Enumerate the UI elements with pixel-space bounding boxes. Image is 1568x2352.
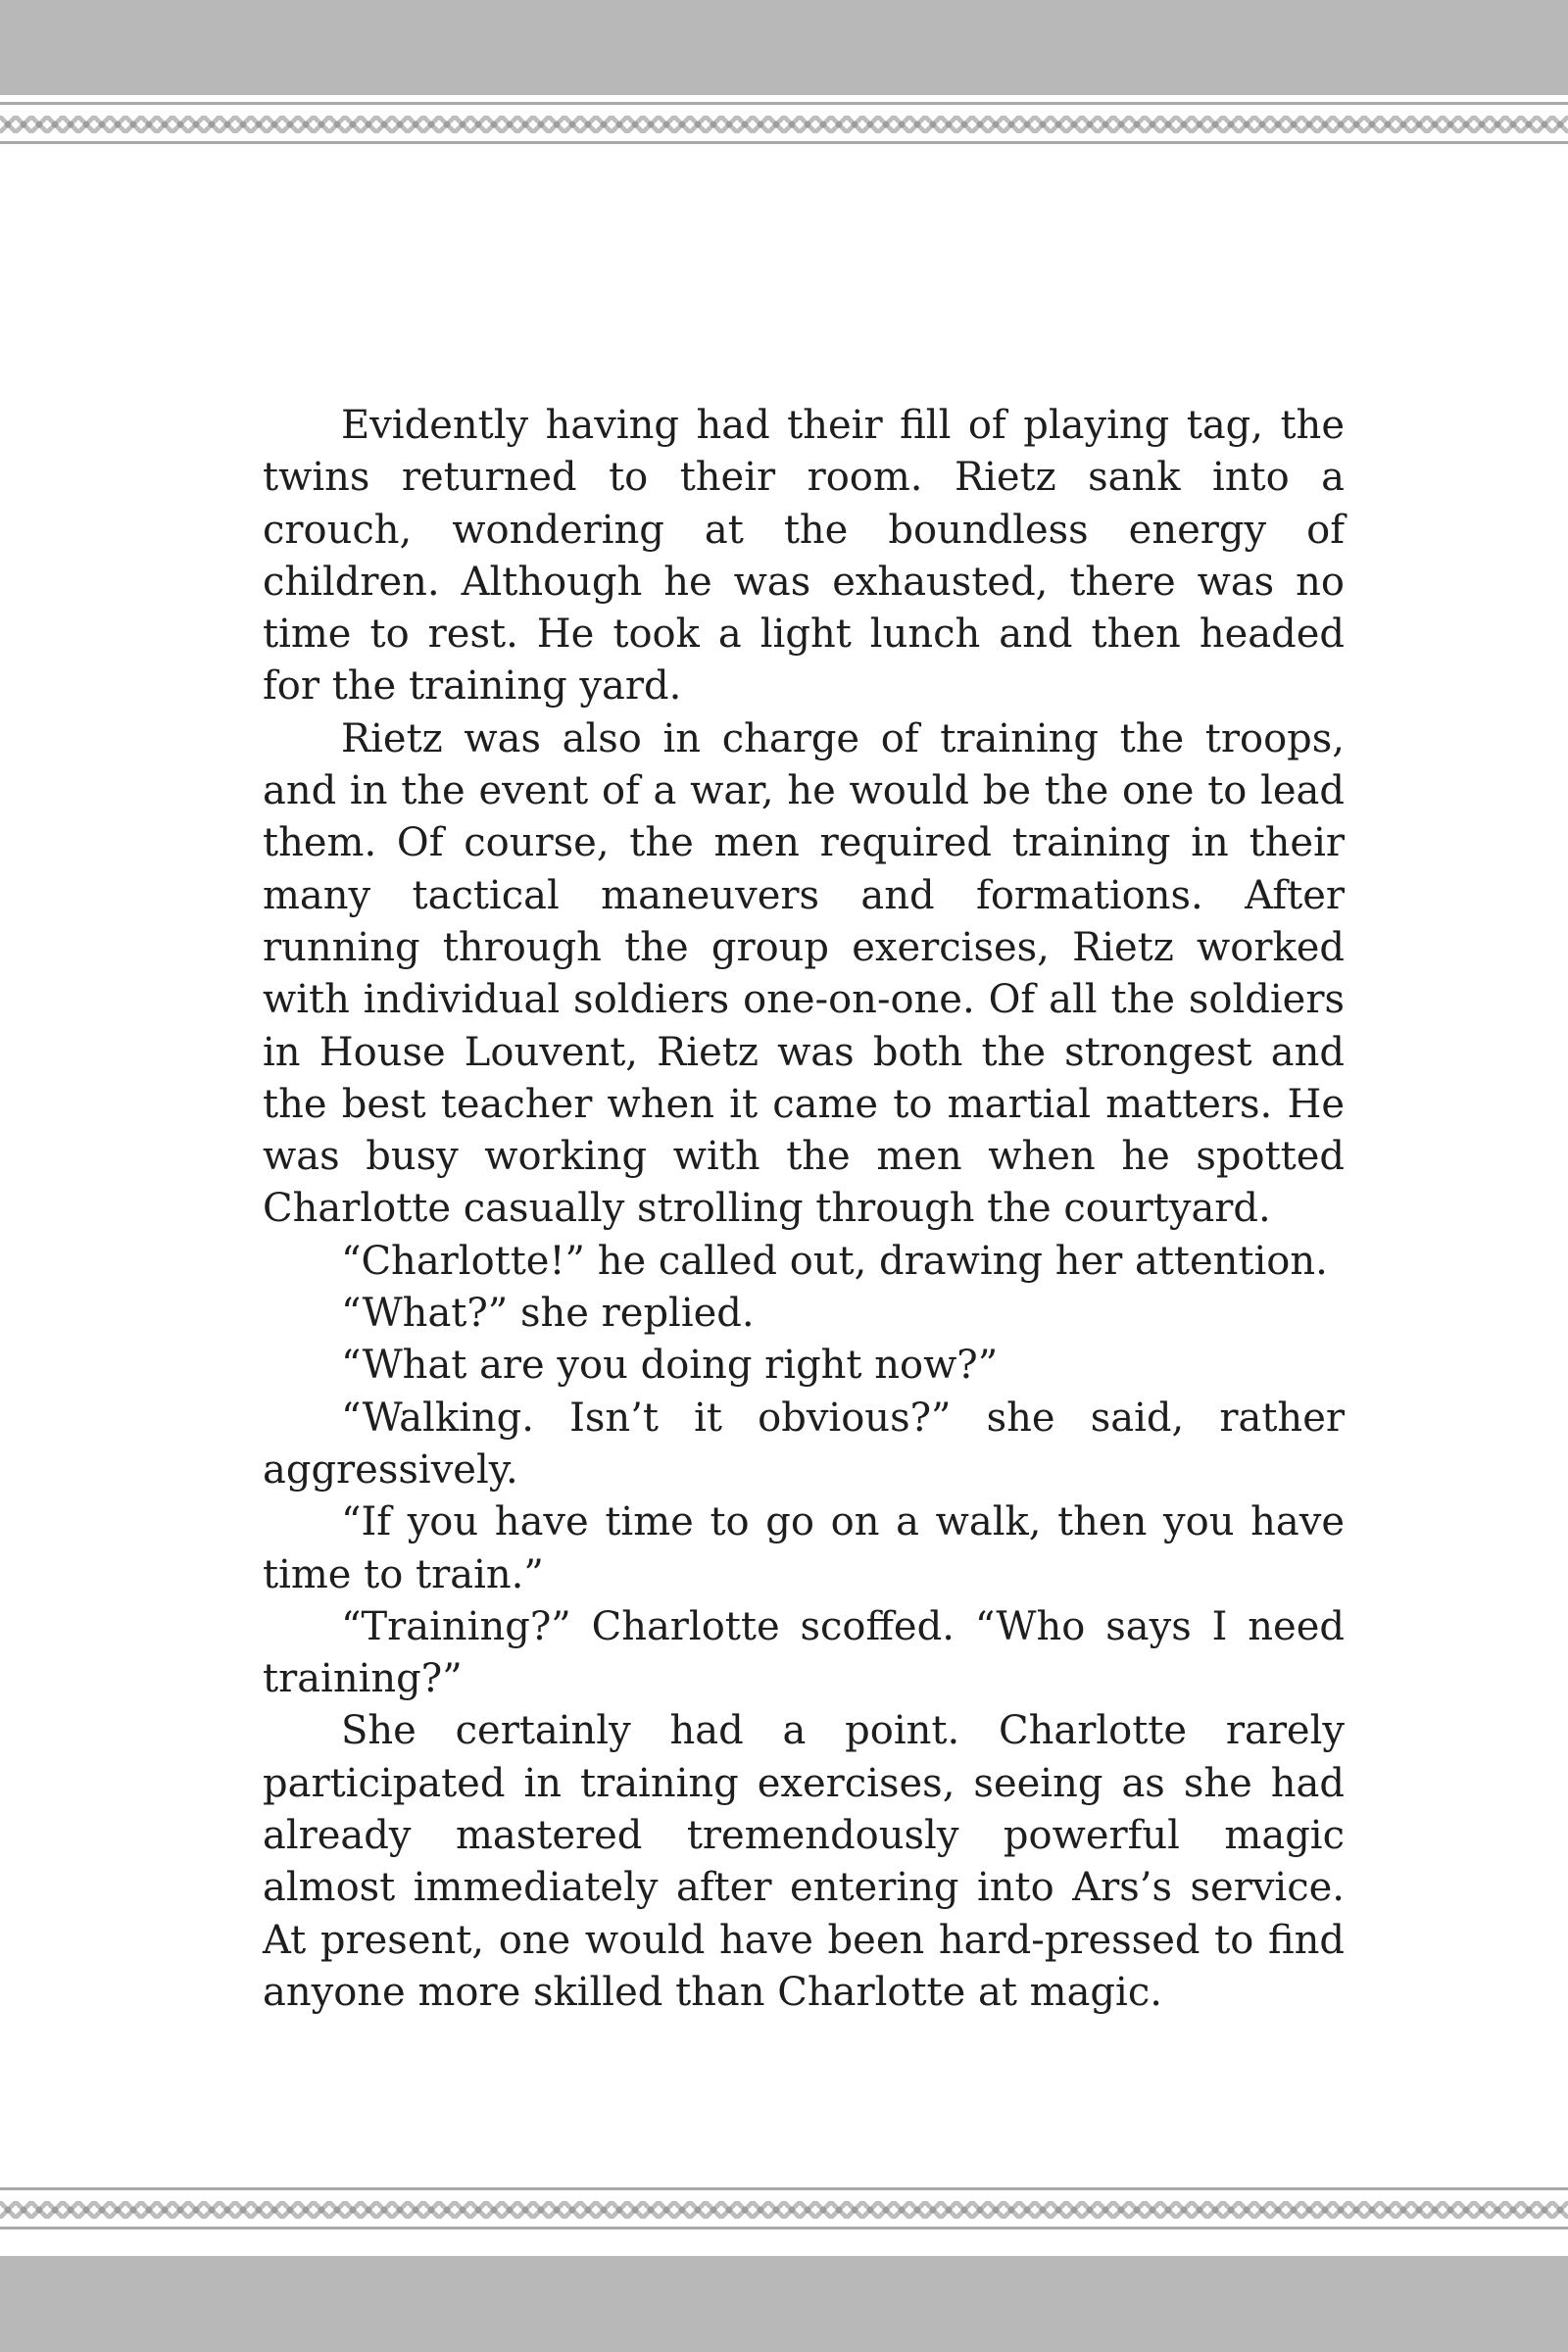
bottom-border-line-lower	[0, 2227, 1568, 2230]
top-border-pattern	[0, 116, 1568, 133]
paragraph: She certainly had a point. Charlotte rarely participated in training exercises, seeing as she had already mastered tremendously powerful magic almost immediately after entering into Ars’s service. At present, one would have been hard-pressed to find anyone more skilled than Charlotte at magic.	[263, 1708, 1345, 2015]
paragraph: “If you have time to go on a walk, then you have time to train.”	[263, 1499, 1345, 1597]
bottom-border-line-upper	[0, 2187, 1568, 2190]
paragraph: Evidently having had their fill of playing tag, the twins returned to their room. Rietz sank into a crouch, wondering at the boundless energy of children. Although he was exhausted, there was no time to rest. He took a light lunch and then headed for the training yard.	[263, 403, 1345, 710]
top-gray-band	[0, 0, 1568, 95]
bottom-ornamental-border	[0, 2187, 1568, 2232]
page-body-text	[263, 400, 1345, 2019]
top-border-line-upper	[0, 102, 1568, 105]
paragraph: “Training?” Charlotte scoffed. “Who says I need training?”	[263, 1603, 1345, 1702]
top-border-line-lower	[0, 141, 1568, 144]
paragraph: “Walking. Isn’t it obvious?” she said, rather aggressively.	[263, 1395, 1345, 1493]
paragraph: “Charlotte!” he called out, drawing her attention.	[341, 1238, 1328, 1284]
bottom-border-pattern	[0, 2201, 1568, 2219]
paragraph: “What?” she replied.	[341, 1291, 755, 1337]
paragraph: “What are you doing right now?”	[341, 1343, 999, 1389]
top-ornamental-border	[0, 102, 1568, 147]
bottom-gray-band	[0, 2256, 1568, 2352]
paragraph: Rietz was also in charge of training the troops, and in the event of a war, he would be the one to lead them. Of course, the men required training in their many tactical maneuvers and formations. After running through the group exercises, Rietz worked with individual soldiers one-on-one. Of all the soldiers in House Louvent, Rietz was both the strongest and the best teacher when it came to martial matters. He was busy working with the men when he spotted Charlotte casually strolling through the courtyard.	[263, 715, 1345, 1232]
